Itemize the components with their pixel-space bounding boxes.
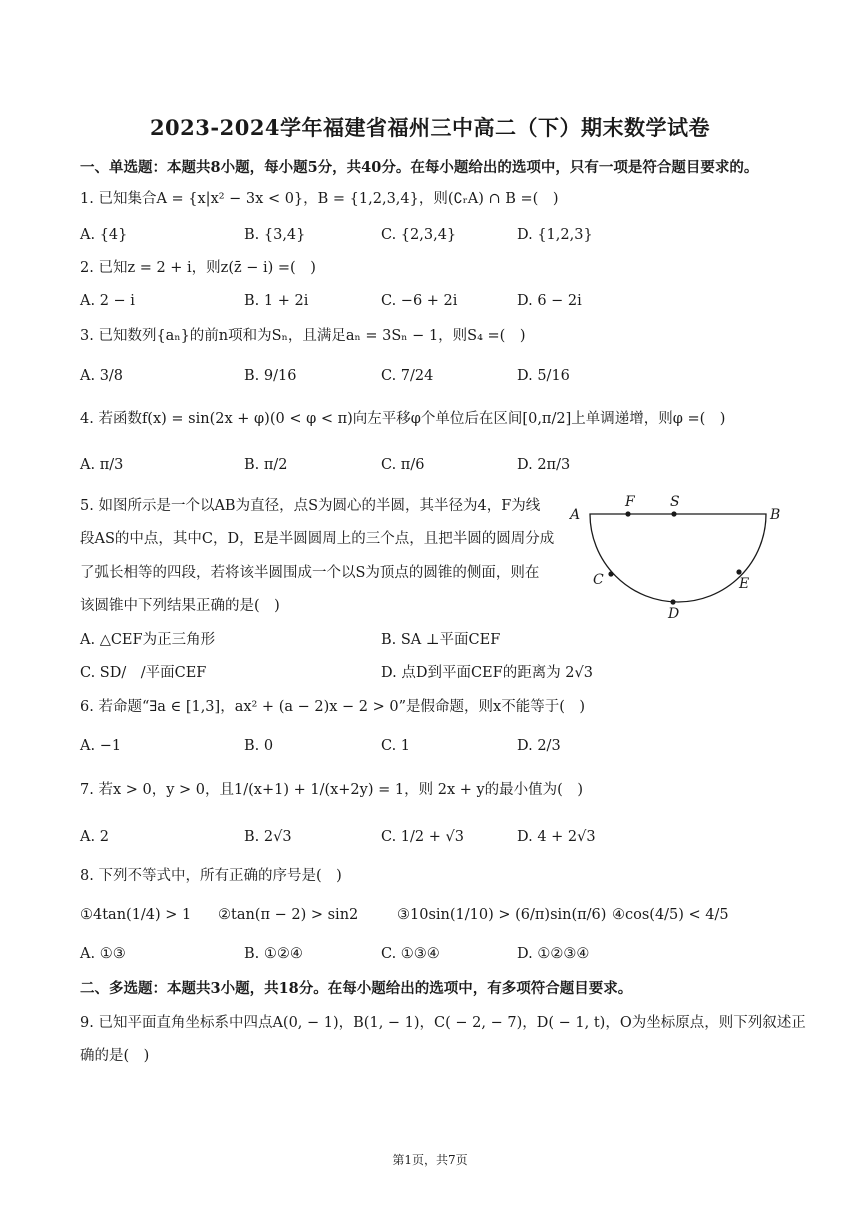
- q1-option-d: D. {1,2,3}: [517, 227, 593, 243]
- question-3-stem: 3. 已知数列{aₙ}的前n项和为Sₙ，且满足aₙ = 3Sₙ − 1，则S₄ =( ): [80, 328, 526, 344]
- q1-option-c: C. {2,3,4}: [381, 227, 457, 243]
- q8-option-a: A. ①③: [80, 946, 126, 962]
- q6-option-b: B. 0: [244, 738, 274, 754]
- q5-option-c: C. SD/ /平面CEF: [80, 665, 207, 681]
- q6-option-a: A. −1: [80, 738, 122, 754]
- label-c: C: [593, 572, 604, 588]
- question-7-stem: 7. 若x > 0，y > 0，且1/(x+1) + 1/(x+2y) = 1，则 2x + y的最小值为( ): [80, 782, 583, 798]
- section-heading-multi-choice: 二、多选题：本题共3小题，共18分。在每小题给出的选项中，有多项符合题目要求。: [80, 980, 633, 997]
- point-e-dot: [736, 569, 741, 574]
- q7-option-d: D. 4 + 2√3: [517, 829, 596, 845]
- q4-option-b: B. π/2: [244, 457, 288, 473]
- section-heading-single-choice: 一、单选题：本题共8小题，每小题5分，共40分。在每小题给出的选项中，只有一项是符合题目要求的。: [80, 159, 759, 176]
- question-5-stem-line-1: 5. 如图所示是一个以AB为直径，点S为圆心的半圆，其半径为4，F为线: [80, 498, 541, 514]
- question-6-stem: 6. 若命题“∃a ∈ [1,3]，ax² + (a − 2)x − 2 > 0”是假命题，则x不能等于( ): [80, 699, 586, 715]
- question-5-stem-line-4: 该圆锥中下列结果正确的是( ): [80, 598, 280, 614]
- question-9-stem-line-2: 确的是( ): [80, 1048, 150, 1064]
- q8-item-4: ④cos(4/5) < 4/5: [612, 907, 729, 923]
- question-4-stem: 4. 若函数f(x) = sin(2x + φ)(0 < φ < π)向左平移φ个单位后在区间[0,π/2]上单调递增，则φ =( ): [80, 411, 726, 427]
- label-a: A: [570, 507, 581, 523]
- q8-option-d: D. ①②③④: [517, 946, 590, 962]
- q7-option-a: A. 2: [80, 829, 109, 845]
- q2-option-c: C. −6 + 2i: [381, 293, 458, 309]
- q2-option-b: B. 1 + 2i: [244, 293, 309, 309]
- q3-option-c: C. 7/24: [381, 368, 434, 384]
- label-s: S: [670, 494, 680, 510]
- q8-item-3: ③10sin(1/10) > (6/π)sin(π/6): [397, 907, 607, 923]
- q1-option-a: A. {4}: [80, 227, 128, 243]
- q6-option-d: D. 2/3: [517, 738, 561, 754]
- point-d-dot: [670, 599, 675, 604]
- point-f-dot: [625, 511, 630, 516]
- question-5-stem-line-2: 段AS的中点，其中C，D，E是半圆圆周上的三个点，且把半圆的圆周分成: [80, 531, 555, 547]
- q7-option-b: B. 2√3: [244, 829, 292, 845]
- point-s-dot: [671, 511, 676, 516]
- q7-option-c: C. 1/2 + √3: [381, 829, 464, 845]
- q1-option-b: B. {3,4}: [244, 227, 306, 243]
- q3-option-a: A. 3/8: [80, 368, 124, 384]
- q5-option-a: A. △CEF为正三角形: [80, 632, 216, 648]
- q3-option-d: D. 5/16: [517, 368, 570, 384]
- q4-option-a: A. π/3: [80, 457, 124, 473]
- label-b: B: [770, 507, 781, 523]
- semicircle-figure: [568, 490, 788, 620]
- label-f: F: [625, 494, 635, 510]
- q2-option-d: D. 6 − 2i: [517, 293, 582, 309]
- q8-option-c: C. ①③④: [381, 946, 440, 962]
- q4-option-c: C. π/6: [381, 457, 425, 473]
- page-footer: 第1页，共7页: [392, 1153, 468, 1167]
- q3-option-b: B. 9/16: [244, 368, 297, 384]
- question-9-stem-line-1: 9. 已知平面直角坐标系中四点A(0, − 1)，B(1, − 1)，C( − 2, − 7)，D( − 1, t)，O为坐标原点，则下列叙述正: [80, 1015, 806, 1031]
- q8-option-b: B. ①②④: [244, 946, 303, 962]
- q6-option-c: C. 1: [381, 738, 411, 754]
- point-c-dot: [608, 571, 613, 576]
- question-1-stem: 1. 已知集合A = {x|x² − 3x < 0}，B = {1,2,3,4}，则(∁ᵣA) ∩ B =( ): [80, 191, 559, 207]
- question-5-stem-line-3: 了弧长相等的四段，若将该半圆围成一个以S为顶点的圆锥的侧面，则在: [80, 565, 540, 581]
- label-e: E: [739, 576, 750, 592]
- q8-item-2: ②tan(π − 2) > sin2: [218, 907, 359, 923]
- label-d: D: [668, 606, 680, 620]
- q5-option-d: D. 点D到平面CEF的距离为 2√3: [381, 665, 593, 681]
- q4-option-d: D. 2π/3: [517, 457, 571, 473]
- question-8-stem: 8. 下列不等式中，所有正确的序号是( ): [80, 868, 342, 884]
- q2-option-a: A. 2 − i: [80, 293, 135, 309]
- q5-option-b: B. SA ⊥平面CEF: [381, 632, 501, 648]
- q8-item-1: ①4tan(1/4) > 1: [80, 907, 192, 923]
- question-2-stem: 2. 已知z = 2 + i，则z(z̄ − i) =( ): [80, 260, 316, 276]
- page-title: 2023-2024学年福建省福州三中高二（下）期末数学试卷: [149, 115, 711, 140]
